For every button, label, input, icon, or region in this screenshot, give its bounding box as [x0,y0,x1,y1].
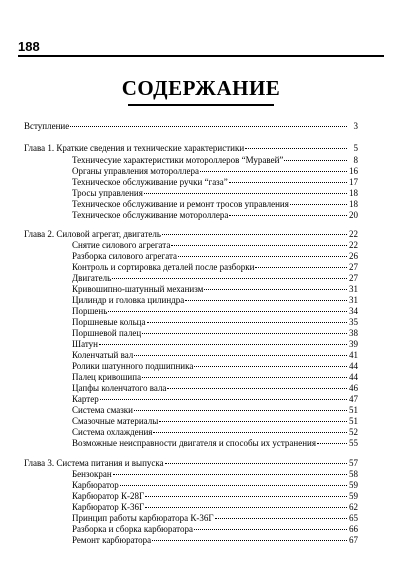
toc-entry-title: Шатун [72,339,98,349]
toc-subentry [72,350,358,361]
toc-entry-title: Палец кривошипа [72,372,142,382]
toc-page-number: 62 [349,502,358,512]
toc-entry-title: Возможные неисправности двигателя и способы их устранения [72,438,317,448]
toc-subentry [72,394,358,405]
toc-entry-title: Глава 3. Система питания и выпуска [24,458,164,468]
toc-subentry [72,210,358,221]
dot-leader [200,170,347,172]
dot-leader [152,539,347,541]
toc-page-number: 31 [349,284,358,294]
toc-entry-title: Техническое обслуживание и ремонт тросов управления [72,199,289,209]
toc-entry-title: Кривошипно-шатунный механизм [72,284,204,294]
toc-subentry [72,513,358,524]
dot-leader [178,255,347,257]
toc-entry-title: Глава 2. Силовой агрегат, двигатель [24,229,161,239]
toc-entry [24,143,358,154]
dot-leader [290,203,347,205]
toc-entry-title: Карбюратор [72,480,119,490]
toc-page-number: 67 [349,535,358,545]
dot-leader [159,420,347,422]
dot-leader [142,376,347,378]
toc-subentry [72,372,358,383]
toc-page-number: 47 [349,394,358,404]
toc-subentry [72,383,358,394]
toc-entry-title: Бензокран [72,469,112,479]
toc-entry-title: Картер [72,394,99,404]
toc-page-number: 58 [349,469,358,479]
toc-page-number: 59 [349,491,358,501]
dot-leader [194,528,347,530]
page-number: 188 [18,39,40,54]
toc-subentry [72,469,358,480]
toc-page-number: 22 [349,240,358,250]
dot-leader [194,365,347,367]
toc-subentry [72,273,358,284]
toc-page-number: 20 [349,210,358,220]
toc-subentry [72,416,358,427]
toc-page-number: 27 [349,262,358,272]
toc-page-number: 41 [349,350,358,360]
toc-subentry [72,284,358,295]
dot-leader [142,332,347,334]
toc-entry-title: Карбюратор К-36Г [72,502,145,512]
toc-subentry [72,188,358,199]
toc-page-number: 44 [349,372,358,382]
dot-leader [215,517,347,519]
toc-subentry [72,339,358,350]
toc-subentry [72,317,358,328]
toc-entry-title: Двигатель [72,273,112,283]
toc-subentry [72,427,358,438]
toc-page-number: 22 [349,229,358,239]
toc-entry-title: Система охлаждения [72,427,153,437]
toc-entry-title: Техничесуие характеристики мотороллеров “Муравей” [72,155,284,165]
toc-page-number: 5 [353,143,358,153]
toc-subentry [72,535,358,546]
toc-entry-title: Карбюратор К-28Г [72,491,145,501]
page-title: СОДЕРЖАНИЕ [121,76,281,100]
toc-subentry [72,480,358,491]
toc-page-number: 26 [349,251,358,261]
toc-page-number: 31 [349,295,358,305]
dot-leader [108,310,347,312]
toc-entry-title: Поршневой палец [72,328,142,338]
dot-leader [255,266,347,268]
toc-subentry [72,524,358,535]
toc-entry-title: Ремонт карбюратора [72,535,152,545]
toc-subentry [72,491,358,502]
toc-page-number: 51 [349,416,358,426]
toc-page-number: 18 [349,199,358,209]
toc-page-number: 65 [349,513,358,523]
toc-page-number: 38 [349,328,358,338]
toc-entry-title: Снятие силового агрегата [72,240,171,250]
toc-entry-title: Глава 1. Краткие сведения и технические характеристики [24,143,245,153]
toc-entry-title: Поршень [72,306,108,316]
dot-leader [284,159,347,161]
toc-page-number: 34 [349,306,358,316]
dot-leader [165,462,347,464]
toc-entry-title: Разборка и сборка карбюратора [72,524,193,534]
dot-leader [162,233,347,235]
toc-page-number: 39 [349,339,358,349]
toc-subentry [72,155,358,166]
dot-leader [229,214,347,216]
toc-entry-title: Система смазки [72,405,133,415]
dot-leader [317,442,347,444]
dot-leader [145,495,347,497]
toc-subentry [72,306,358,317]
toc-subentry [72,295,358,306]
toc-entry [24,121,358,132]
toc-subentry [72,166,358,177]
toc-entry-title: Цилиндр и головка цилиндра [72,295,185,305]
dot-leader [147,321,348,323]
dot-leader [134,409,347,411]
toc-page-number: 46 [349,383,358,393]
toc-entry-title: Смазочные материалы [72,416,159,426]
toc-subentry [72,199,358,210]
toc-page-number: 16 [349,166,358,176]
toc-subentry [72,251,358,262]
toc-entry-title: Коленчатый вал [72,350,134,360]
toc-subentry [72,361,358,372]
toc-entry-title: Принцип работы карбюратора К-36Г [72,513,214,523]
toc-entry-title: Разборка силового агрегата [72,251,177,261]
dot-leader [100,398,347,400]
toc-page-number: 3 [353,121,358,131]
toc-entry-title: Органы управления мотороллера [72,166,199,176]
dot-leader [245,147,347,149]
toc-entry-title: Техническое обслуживание ручки “газа” [72,177,228,187]
dot-leader [70,125,347,127]
dot-leader [144,192,347,194]
toc-page-number: 51 [349,405,358,415]
toc-subentry [72,438,358,449]
toc-subentry [72,405,358,416]
toc-subentry [72,177,358,188]
toc-page-number: 17 [349,177,358,187]
toc-entry-title: Вступление [24,121,70,131]
toc-page-number: 66 [349,524,358,534]
toc-entry-title: Контроль и сортировка деталей после разборки [72,262,255,272]
dot-leader [167,387,347,389]
dot-leader [113,473,347,475]
dot-leader [229,181,347,183]
toc-entry [24,458,358,469]
dot-leader [145,506,347,508]
dot-leader [153,431,347,433]
dot-leader [134,354,347,356]
dot-leader [99,343,347,345]
toc-subentry [72,240,358,251]
toc-entry [24,229,358,240]
dot-leader [204,288,347,290]
toc-entry-title: Ролики шатунного подшипника [72,361,194,371]
toc-entry-title: Поршневые кольца [72,317,146,327]
toc-page-number: 55 [349,438,358,448]
toc-page-number: 59 [349,480,358,490]
dot-leader [171,244,347,246]
dot-leader [112,277,347,279]
toc-page-number: 44 [349,361,358,371]
toc-page-number: 8 [353,155,358,165]
toc-page-number: 35 [349,317,358,327]
toc-entry-title: Техническое обслуживание мотороллера [72,210,229,220]
toc-subentry [72,502,358,513]
toc-page-number: 18 [349,188,358,198]
toc-page-number: 57 [349,458,358,468]
dot-leader [185,299,347,301]
toc-subentry [72,328,358,339]
dot-leader [120,484,347,486]
toc-page-number: 27 [349,273,358,283]
toc-page-number: 52 [349,427,358,437]
toc-entry-title: Цапфы коленчатого вала [72,383,167,393]
toc-entry-title: Тросы управления [72,188,143,198]
toc-subentry [72,262,358,273]
